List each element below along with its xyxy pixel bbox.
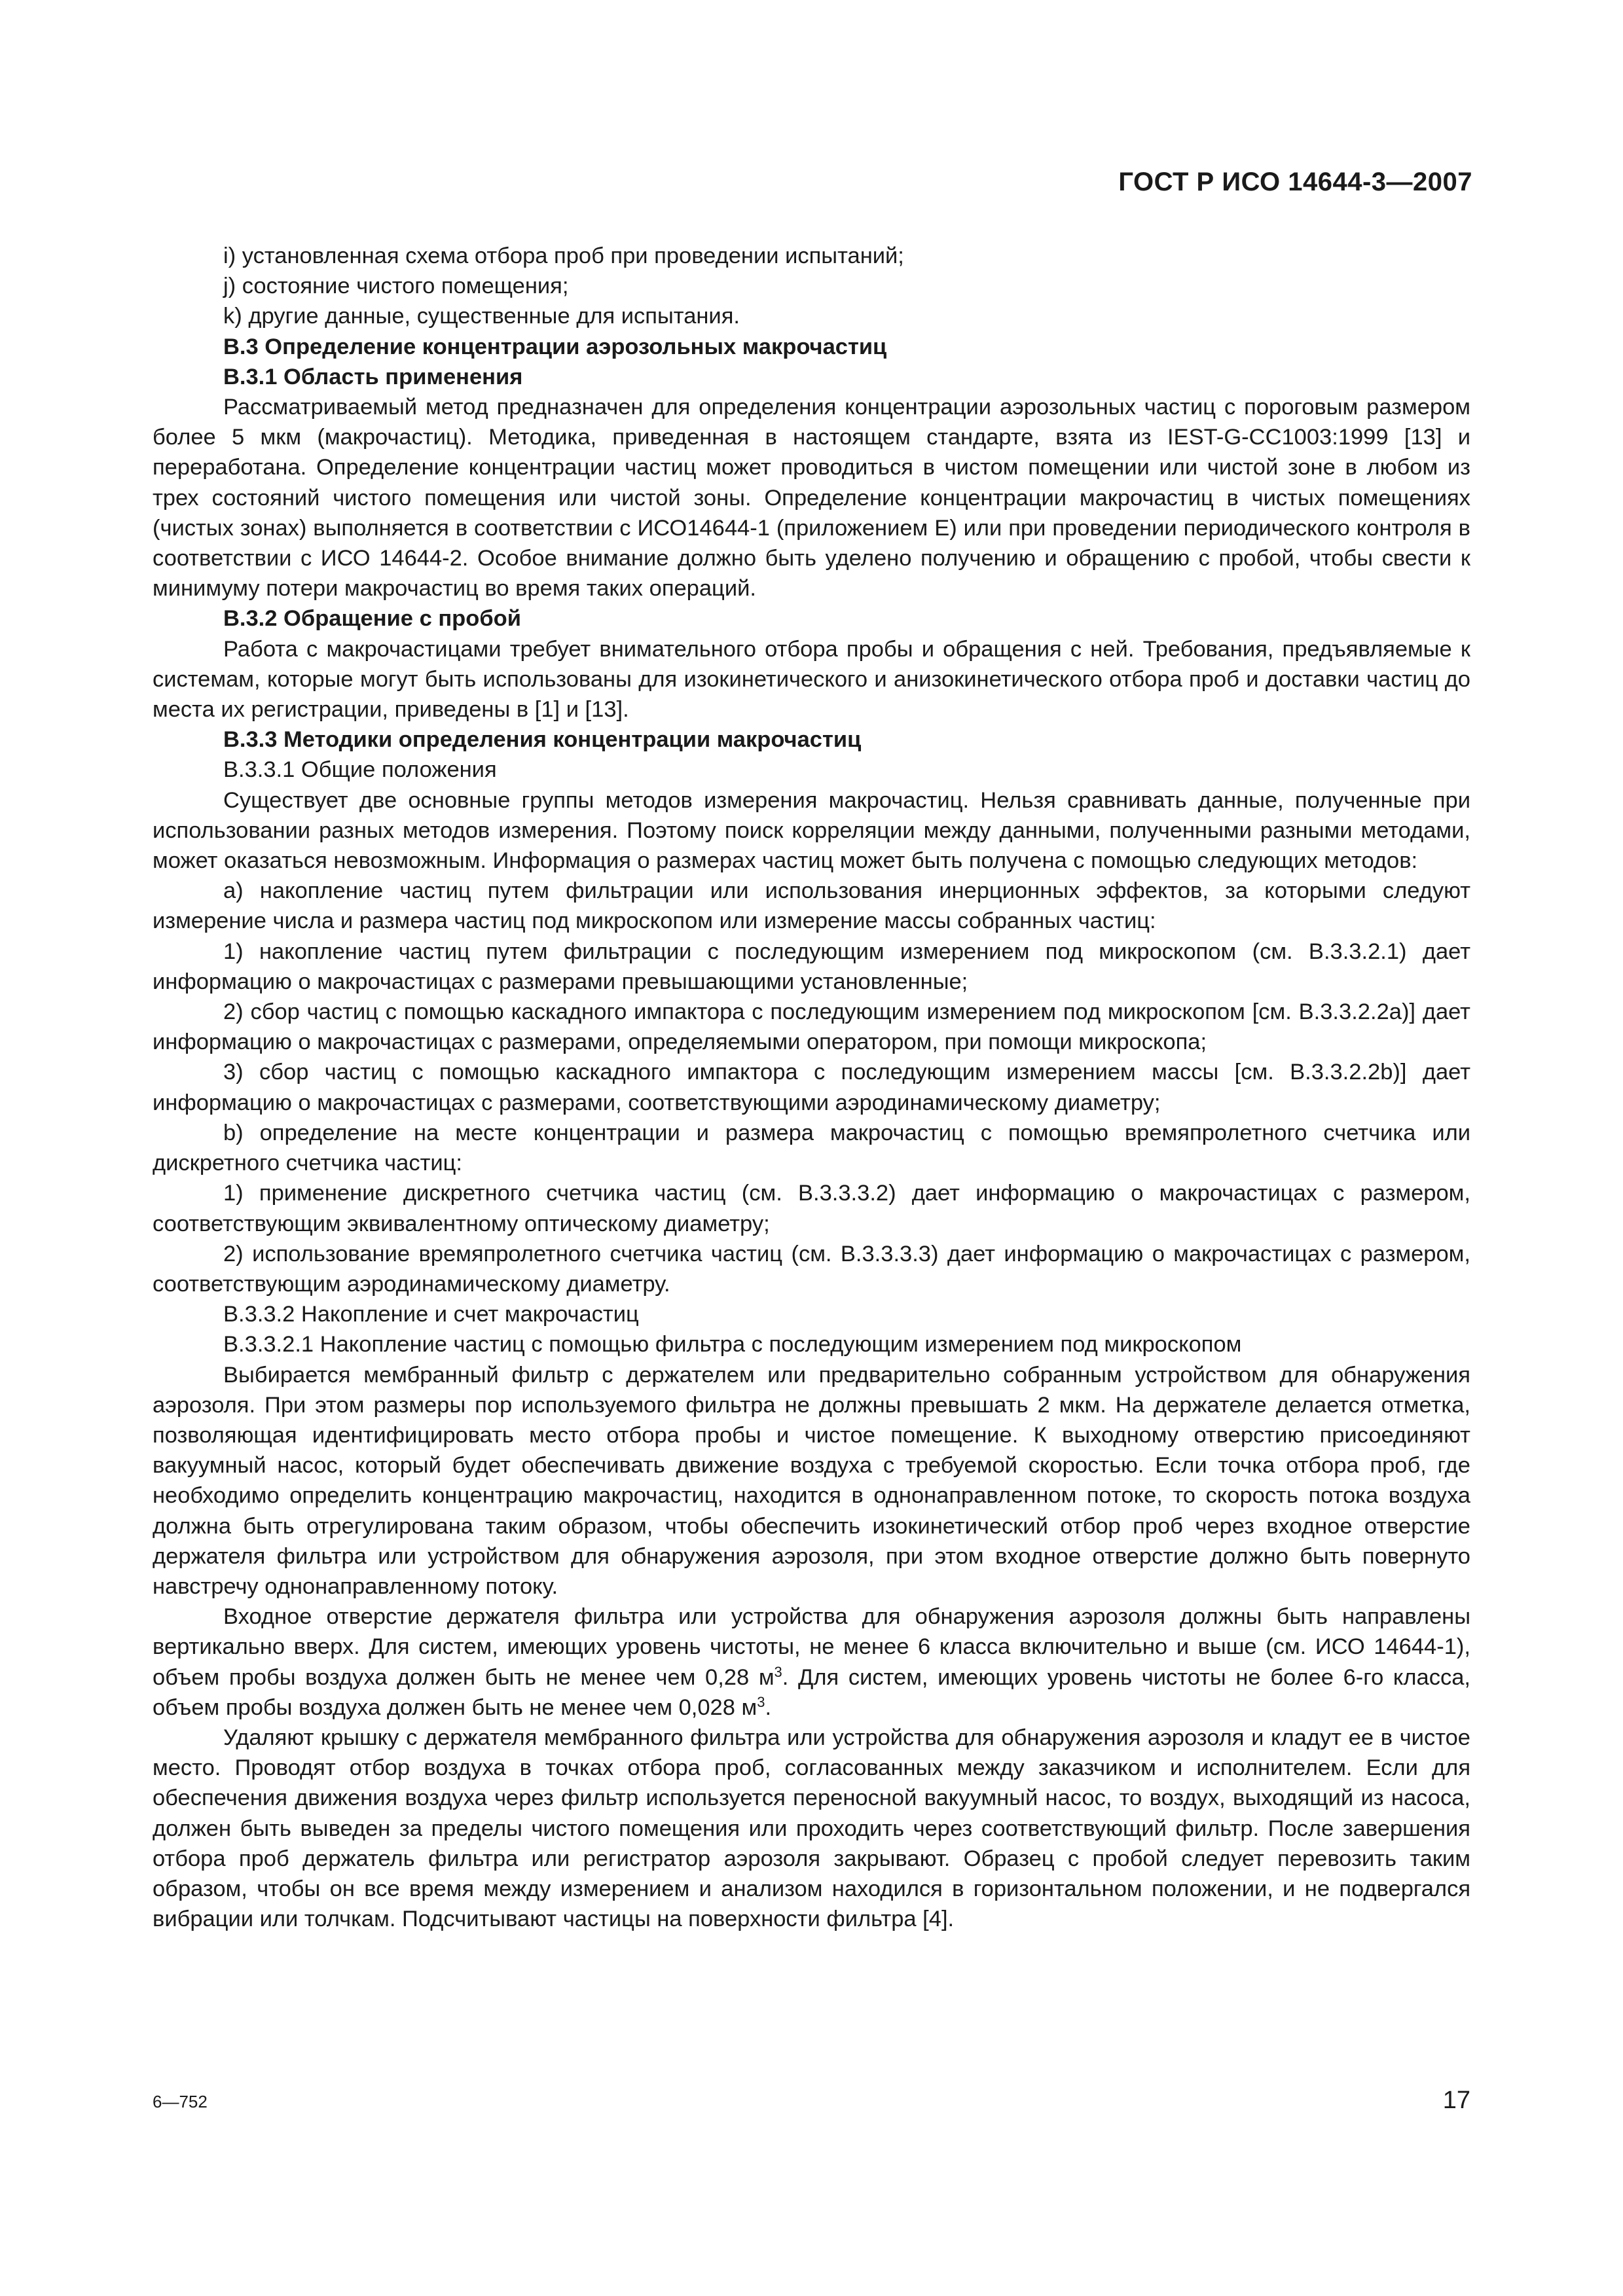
paragraph-sample-handling: Работа с макрочастицами требует внимательного отбора пробы и обращения с ней. Требования, предъявляемые к системам, которые могут быть использованы для изокинетического и анизокинетического отбора проб и доставки частиц до места их регистрации, приведены в [1] и [13]. <box>153 636 1470 723</box>
document-body <box>153 241 1470 1934</box>
print-code: 6—752 <box>153 2092 208 2111</box>
list-item-a: a) накопление частиц путем фильтрации или использования инерционных эффектов, за которыми следуют измерение числа и размера частиц под микроскопом или измерение массы собранных частиц: <box>153 878 1470 934</box>
section-heading-b3-3: В.3.3 Методики определения концентрации макрочастиц <box>223 727 862 753</box>
list-item-k: k) другие данные, существенные для испытания. <box>223 304 740 329</box>
sample-volume-text-3: . <box>765 1695 772 1720</box>
superscript-cubic: 3 <box>774 1663 782 1680</box>
subsection-heading-b3-3-2-1: В.3.3.2.1 Накопление частиц с помощью фильтра с последующим измерением под микроскопом <box>223 1332 1242 1357</box>
superscript-cubic: 3 <box>757 1693 765 1710</box>
page-number: 17 <box>1442 2087 1470 2114</box>
list-item-j: j) состояние чистого помещения; <box>223 274 569 299</box>
subsection-heading-b3-3-1: В.3.3.1 Общие положения <box>223 757 497 783</box>
paragraph-sampling-procedure: Удаляют крышку с держателя мембранного фильтра или устройства для обнаружения аэрозоля и кладут ее в чистое место. Проводят отбор воздуха в точках отбора проб, согласованных между заказчиком и исполнителем. Если для обеспечения движения воздуха через фильтр используется переносной вакуумный насос, то воздух, выходящий из насоса, должен быть выведен за пределы чистого помещения или проходить через соответствующий фильтр. После завершения отбора проб держатель фильтра или регистратор аэрозоля закрывают. Образец с пробой следует перевозить таким образом, чтобы он все время между измерением и анализом находился в горизонтальном положении, и не подвергался вибрации или толчкам. Подсчитывают частицы на поверхности фильтра [4]. <box>153 1725 1470 1932</box>
list-item-a-1: 1) накопление частиц путем фильтрации с последующим измерением под микроскопом (см. В.3.3.2.1) дает информацию о макрочастицах с размерами превышающими установленные; <box>153 939 1470 994</box>
paragraph-sample-volume <box>153 1602 1470 1723</box>
section-heading-b3-1: В.3.1 Область применения <box>223 364 523 389</box>
list-item-b-1: 1) применение дискретного счетчика частиц (см. В.3.3.3.2) дает информацию о макрочастицах с размером, соответствующим эквивалентному оптическому диаметру; <box>153 1181 1470 1236</box>
paragraph-methods-overview: Существует две основные группы методов измерения макрочастиц. Нельзя сравнивать данные, полученные при использовании разных методов измерения. Поэтому поиск корреляции между данными, полученными разными методами, может оказаться невозможным. Информация о размерах частиц может быть получена с помощью следующих методов: <box>153 787 1470 874</box>
list-item-b: b) определение на месте концентрации и размера макрочастиц с помощью времяпролетного счетчика или дискретного счетчика частиц: <box>153 1120 1470 1176</box>
sample-volume-text-1: Входное отверстие держателя фильтра или устройства для обнаружения аэрозоля должны быть направлены вертикально вверх. Для систем, имеющих уровень чистоты, не менее 6 класса включительно и выше (см. ИСО 14644-1), объем пробы воздуха должен быть не менее чем 0,28 м <box>153 1604 1470 1690</box>
list-item-a-3: 3) сбор частиц с помощью каскадного импактора с последующим измерением массы [см. В.3.3.2.2b)] дает информацию о макрочастицах с размерами, соответствующими аэродинамическому диаметру; <box>153 1060 1470 1115</box>
list-item-a-2: 2) сбор частиц с помощью каскадного импактора с последующим измерением под микроскопом [см. В.3.3.2.2a)] дает информацию о макрочастицах с размерами, определяемыми оператором, при помощи микроскопа; <box>153 999 1470 1055</box>
sample-volume-text-2: . Для систем, имеющих уровень чистоты не более 6-го класса, объем пробы воздуха должен быть не менее чем 0,028 м <box>153 1664 1470 1720</box>
list-item-i: i) установленная схема отбора проб при проведении испытаний; <box>223 243 904 268</box>
standard-designation: ГОСТ Р ИСО 14644-3—2007 <box>1118 168 1472 196</box>
section-heading-b3: В.3 Определение концентрации аэрозольных макрочастиц <box>223 334 887 359</box>
list-item-b-2: 2) использование времяпролетного счетчика частиц (см. В.3.3.3.3) дает информацию о макрочастицах с размером, соответствующим аэродинамическому диаметру. <box>153 1241 1470 1297</box>
section-heading-b3-2: В.3.2 Обращение с пробой <box>223 606 521 632</box>
paragraph-membrane-filter: Выбирается мембранный фильтр с держателем или предварительно собранным устройством для обнаружения аэрозоля. При этом размеры пор используемого фильтра не должны превышать 2 мкм. На держателе делается отметка, позволяющая идентифицировать место отбора пробы и чистое помещение. К выходному отверстию присоединяют вакуумный насос, который будет обеспечивать движение воздуха с требуемой скоростью. Если точка отбора проб, где необходимо определить концентрацию макрочастиц, находится в однонаправленном потоке, то скорость потока воздуха должна быть отрегулирована таким образом, чтобы обеспечить изокинетический отбор проб через входное отверстие держателя фильтра или устройством для обнаружения аэрозоля, при этом входное отверстие должно быть повернуто навстречу однонаправленному потоку. <box>153 1362 1470 1599</box>
paragraph-scope: Рассматриваемый метод предназначен для определения концентрации аэрозольных частиц с пороговым размером более 5 мкм (макрочастиц). Методика, приведенная в настоящем стандарте, взята из IEST-G-CC1003:1999 [13] и переработана. Определение концентрации частиц может проводиться в чистом помещении или чистой зоне в любом из трех состояний чистого помещения или чистой зоны. Определение концентрации макрочастиц в чистых помещениях (чистых зонах) выполняется в соответствии с ИСО14644-1 (приложением Е) или при проведении периодического контроля в соответствии с ИСО 14644-2. Особое внимание должно быть уделено получению и обращению с пробой, чтобы свести к минимуму потери макрочастиц во время таких операций. <box>153 395 1470 601</box>
subsection-heading-b3-3-2: В.3.3.2 Накопление и счет макрочастиц <box>223 1302 639 1327</box>
